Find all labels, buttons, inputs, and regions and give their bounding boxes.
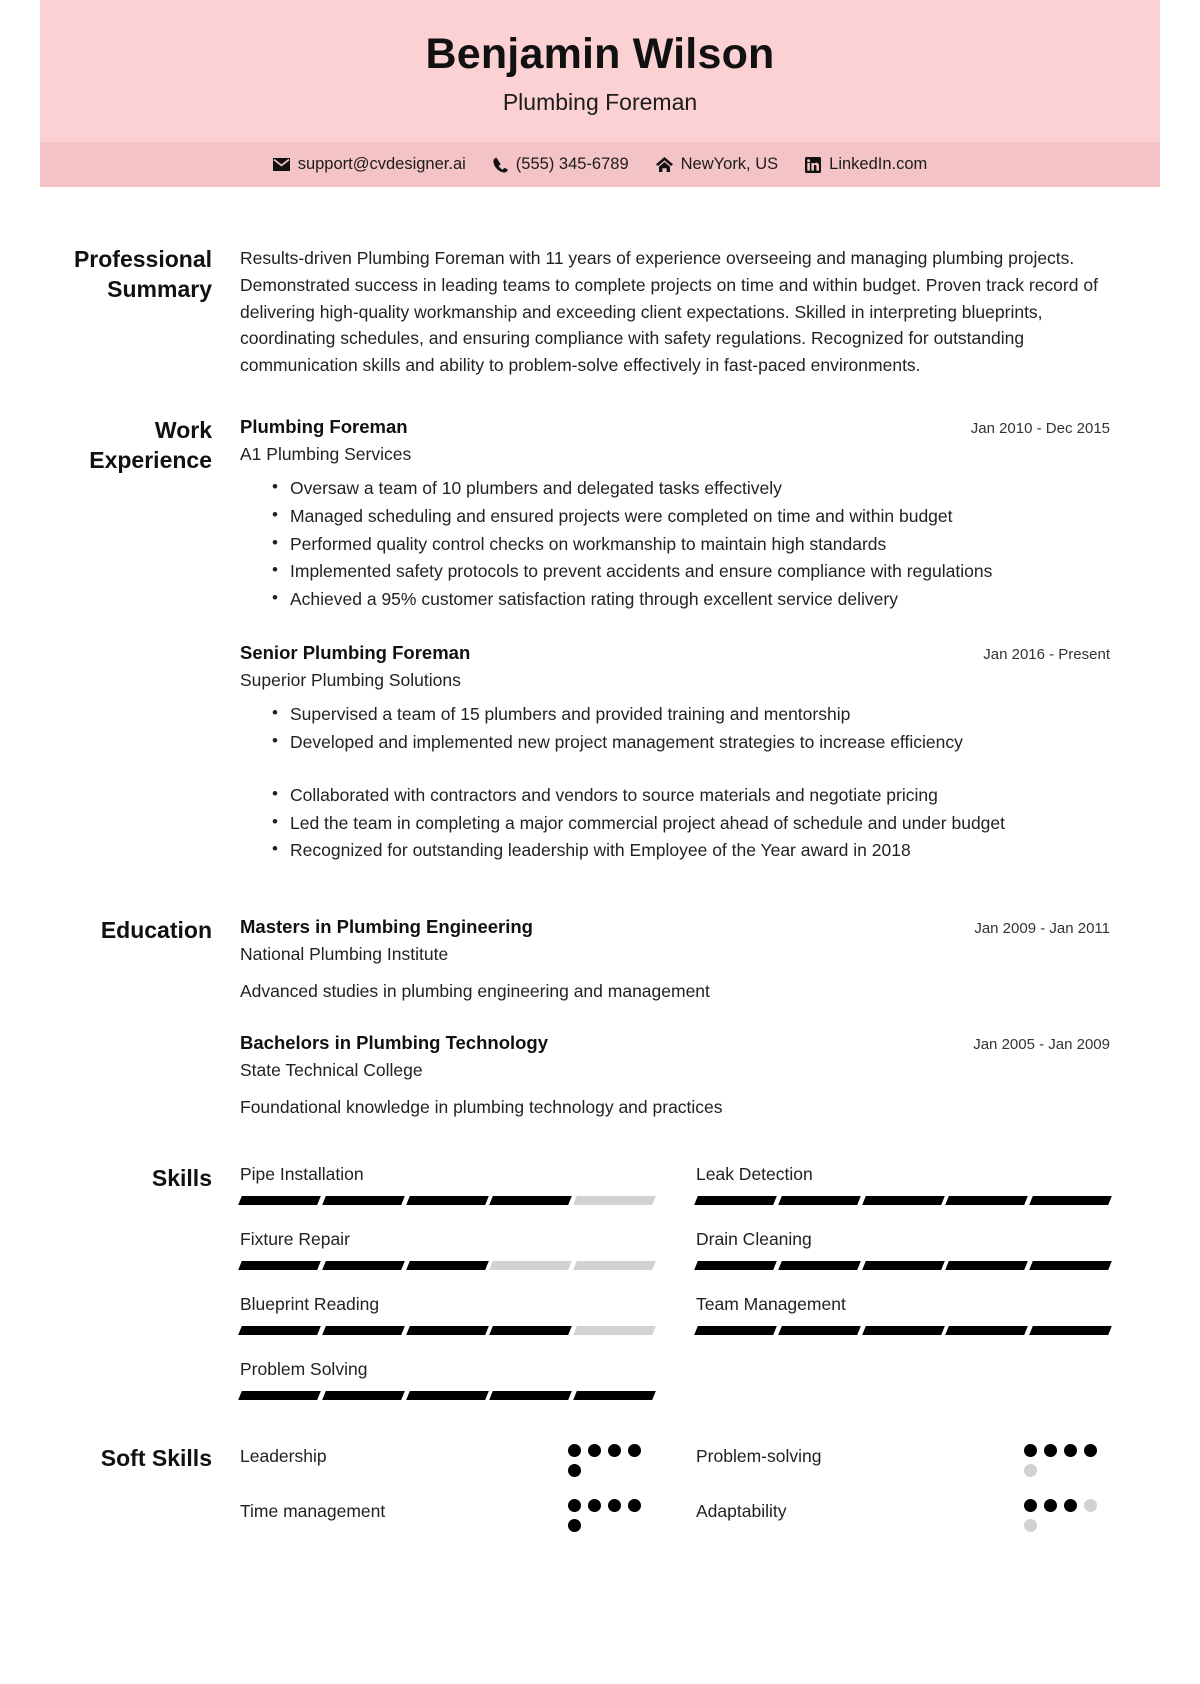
- skill-segment: [490, 1391, 572, 1400]
- soft-skill-label: Problem-solving: [696, 1445, 822, 1466]
- skill-segment: [238, 1391, 320, 1400]
- skill-segment: [946, 1196, 1028, 1205]
- soft-skill-dot: [588, 1444, 601, 1457]
- soft-skill-rating: [1024, 1499, 1110, 1532]
- skill-segment: [1029, 1326, 1111, 1335]
- soft-skill-dot: [568, 1519, 581, 1532]
- work-body: [240, 416, 1160, 869]
- work-bullet-list: [240, 476, 1110, 612]
- page-title: Benjamin Wilson: [425, 30, 775, 78]
- skill-segment: [778, 1196, 860, 1205]
- soft-skill-dot: [588, 1499, 601, 1512]
- skill-segment: [406, 1391, 488, 1400]
- soft-skill-dot: [1064, 1499, 1077, 1512]
- contact-item-phone[interactable]: [493, 155, 629, 174]
- skill-segment: [490, 1196, 572, 1205]
- work-entry-header: [240, 642, 1110, 664]
- summary-body: [240, 245, 1160, 378]
- skill-segment: [778, 1261, 860, 1270]
- section-label-work: Work Experience: [89, 417, 212, 473]
- skill-segment: [862, 1261, 944, 1270]
- soft-skill-item: [696, 1499, 1110, 1532]
- soft-skill-label: Adaptability: [696, 1500, 787, 1521]
- skill-segment: [946, 1326, 1028, 1335]
- soft-skill-dot: [1044, 1444, 1057, 1457]
- skill-label: Team Management: [696, 1293, 846, 1314]
- section-professional-summary: [40, 245, 1160, 378]
- skill-segment: [573, 1261, 655, 1270]
- education-description: Advanced studies in plumbing engineering and management: [240, 980, 710, 1001]
- skill-segment: [694, 1261, 776, 1270]
- soft-skill-dot: [568, 1444, 581, 1457]
- education-entry-header: [240, 1032, 1110, 1054]
- contact-linkedin-text: LinkedIn.com: [829, 155, 928, 174]
- skill-segment: [238, 1261, 320, 1270]
- skill-segment: [1029, 1196, 1111, 1205]
- skill-item: [240, 1164, 654, 1205]
- work-bullet: • Implemented safety protocols to prevent accidents and ensure compliance with regulations: [274, 559, 1110, 585]
- contact-item-location[interactable]: [656, 155, 779, 174]
- education-date: Jan 2005 - Jan 2009: [973, 1035, 1110, 1053]
- soft-skill-rating: [568, 1499, 654, 1532]
- section-soft-skills: [40, 1444, 1160, 1532]
- soft-skill-dot: [1084, 1444, 1097, 1457]
- soft-skill-rating: [1024, 1444, 1110, 1477]
- skill-level-bar: [240, 1391, 654, 1400]
- skill-item: [240, 1359, 654, 1400]
- linkedin-icon: [805, 157, 821, 173]
- resume-page: [40, 0, 1160, 1532]
- skill-label: Leak Detection: [696, 1163, 813, 1184]
- contact-location-text: NewYork, US: [680, 155, 779, 174]
- skill-label: Drain Cleaning: [696, 1228, 812, 1249]
- skill-item: [696, 1229, 1110, 1270]
- contact-phone-text: (555) 345-6789: [515, 155, 629, 174]
- skill-segment: [862, 1326, 944, 1335]
- skill-segment: [573, 1326, 655, 1335]
- soft-skill-dot: [568, 1464, 581, 1477]
- soft-skill-item: [696, 1444, 1110, 1477]
- work-bullet: • Oversaw a team of 10 plumbers and delegated tasks effectively: [274, 476, 1110, 502]
- skill-label: Blueprint Reading: [240, 1293, 380, 1314]
- work-job-title: Senior Plumbing Foreman: [240, 642, 471, 664]
- work-job-org: A1 Plumbing Services: [240, 444, 412, 465]
- skill-segment: [862, 1196, 944, 1205]
- education-school: National Plumbing Institute: [240, 943, 449, 964]
- work-job-title: Plumbing Foreman: [240, 416, 408, 438]
- soft-skill-dot: [1024, 1519, 1037, 1532]
- skill-level-bar: [696, 1326, 1110, 1335]
- skill-segment: [322, 1261, 404, 1270]
- work-entry: [240, 416, 1110, 612]
- section-education: [40, 916, 1160, 1118]
- soft-skill-dot: [1044, 1499, 1057, 1512]
- work-bullet: • Supervised a team of 15 plumbers and provided training and mentorship: [274, 702, 1110, 728]
- work-bullet: • Achieved a 95% customer satisfaction rating through excellent service delivery: [274, 587, 1110, 613]
- section-label-skills: Skills: [151, 1164, 212, 1191]
- skills-grid: [240, 1164, 1110, 1424]
- skill-segment: [694, 1326, 776, 1335]
- soft-skill-dot: [608, 1444, 621, 1457]
- skill-segment: [490, 1261, 572, 1270]
- soft-skill-rating: [568, 1444, 654, 1477]
- section-label-education: Education: [100, 916, 212, 943]
- skill-segment: [322, 1326, 404, 1335]
- skill-item: [696, 1294, 1110, 1335]
- soft-skills-grid: [240, 1444, 1110, 1532]
- skill-segment: [694, 1196, 776, 1205]
- work-job-date: Jan 2010 - Dec 2015: [970, 420, 1110, 438]
- soft-skill-dot: [628, 1444, 641, 1457]
- work-job-date: Jan 2016 - Present: [983, 646, 1110, 664]
- skill-segment: [490, 1326, 572, 1335]
- soft-skill-item: [240, 1444, 654, 1477]
- work-bullet-list: [240, 702, 1110, 864]
- soft-skill-dot: [628, 1499, 641, 1512]
- skill-segment: [573, 1391, 655, 1400]
- skill-label: Fixture Repair: [240, 1228, 350, 1249]
- contact-item-linkedin[interactable]: [805, 155, 927, 174]
- work-bullet: • Led the team in completing a major commercial project ahead of schedule and under budget: [274, 811, 1110, 837]
- section-label-summary: Professional Summary: [73, 246, 212, 302]
- skill-item: [696, 1164, 1110, 1205]
- skill-segment: [1029, 1261, 1111, 1270]
- education-entry: [240, 916, 1110, 1002]
- contact-item-email[interactable]: [273, 155, 466, 174]
- education-date: Jan 2009 - Jan 2011: [974, 919, 1110, 937]
- skill-segment: [322, 1196, 404, 1205]
- soft-skill-label: Leadership: [240, 1445, 327, 1466]
- work-job-org: Superior Plumbing Solutions: [240, 670, 461, 691]
- section-work-experience: [40, 416, 1160, 869]
- contact-email-text: support@cvdesigner.ai: [297, 155, 466, 174]
- soft-skill-dot: [568, 1499, 581, 1512]
- skill-segment: [406, 1261, 488, 1270]
- resume-header: [40, 0, 1160, 142]
- education-entry-header: [240, 916, 1110, 938]
- skill-item: [240, 1294, 654, 1335]
- soft-skill-dot: [1024, 1464, 1037, 1477]
- soft-skill-item: [240, 1499, 654, 1532]
- work-entry: [240, 642, 1110, 864]
- soft-skill-dot: [608, 1499, 621, 1512]
- contact-bar: [40, 142, 1160, 187]
- bullet-spacer: [274, 757, 1110, 781]
- work-bullet: • Recognized for outstanding leadership with Employee of the Year award in 2018: [274, 838, 1110, 864]
- education-degree: Bachelors in Plumbing Technology: [240, 1031, 549, 1053]
- section-skills: [40, 1164, 1160, 1424]
- skills-body: [240, 1164, 1160, 1424]
- work-bullet: • Collaborated with contractors and vendors to source materials and negotiate pricing: [274, 783, 1110, 809]
- soft-skill-dot: [1024, 1444, 1037, 1457]
- education-description: Foundational knowledge in plumbing technology and practices: [240, 1096, 723, 1117]
- skill-level-bar: [696, 1196, 1110, 1205]
- skill-level-bar: [240, 1261, 654, 1270]
- skill-item: [240, 1229, 654, 1270]
- envelope-icon: [273, 158, 290, 171]
- skill-segment: [573, 1196, 655, 1205]
- soft-skill-dot: [1064, 1444, 1077, 1457]
- soft-skills-body: [240, 1444, 1160, 1532]
- education-degree: Masters in Plumbing Engineering: [240, 915, 533, 937]
- skill-label: Problem Solving: [240, 1358, 368, 1379]
- education-body: [240, 916, 1160, 1118]
- section-label-soft-skills: Soft Skills: [100, 1444, 212, 1471]
- education-entry: [240, 1032, 1110, 1118]
- work-bullet: • Developed and implemented new project management strategies to increase efficiency: [274, 730, 1110, 756]
- skill-segment: [406, 1196, 488, 1205]
- skill-level-bar: [696, 1261, 1110, 1270]
- home-icon: [656, 157, 673, 172]
- skill-segment: [778, 1326, 860, 1335]
- skill-segment: [238, 1326, 320, 1335]
- job-subtitle: Plumbing Foreman: [502, 89, 698, 116]
- skill-segment: [238, 1196, 320, 1205]
- skill-level-bar: [240, 1196, 654, 1205]
- education-school: State Technical College: [240, 1059, 423, 1080]
- phone-icon: [493, 157, 508, 173]
- skill-segment: [406, 1326, 488, 1335]
- soft-skill-label: Time management: [240, 1500, 386, 1521]
- skill-label: Pipe Installation: [240, 1163, 364, 1184]
- skill-level-bar: [240, 1326, 654, 1335]
- work-bullet: • Performed quality control checks on workmanship to maintain high standards: [274, 532, 1110, 558]
- summary-text: Results-driven Plumbing Foreman with 11 years of experience overseeing and managing plumbing projects. Demonstrated success in leading teams to complete projects on time and within budget. Proven track record of delivering high-quality workmanship and exceeding client expectations. Skilled in interpreting blueprints, coordinating schedules, and ensuring compliance with safety regulations. Recognized for outstanding communication skills and ability to problem-solve effectively in fast-paced environments.: [240, 248, 1098, 375]
- work-entry-header: [240, 416, 1110, 438]
- soft-skill-dot: [1024, 1499, 1037, 1512]
- skill-segment: [322, 1391, 404, 1400]
- soft-skill-dot: [1084, 1499, 1097, 1512]
- skill-segment: [946, 1261, 1028, 1270]
- work-bullet: • Managed scheduling and ensured projects were completed on time and within budget: [274, 504, 1110, 530]
